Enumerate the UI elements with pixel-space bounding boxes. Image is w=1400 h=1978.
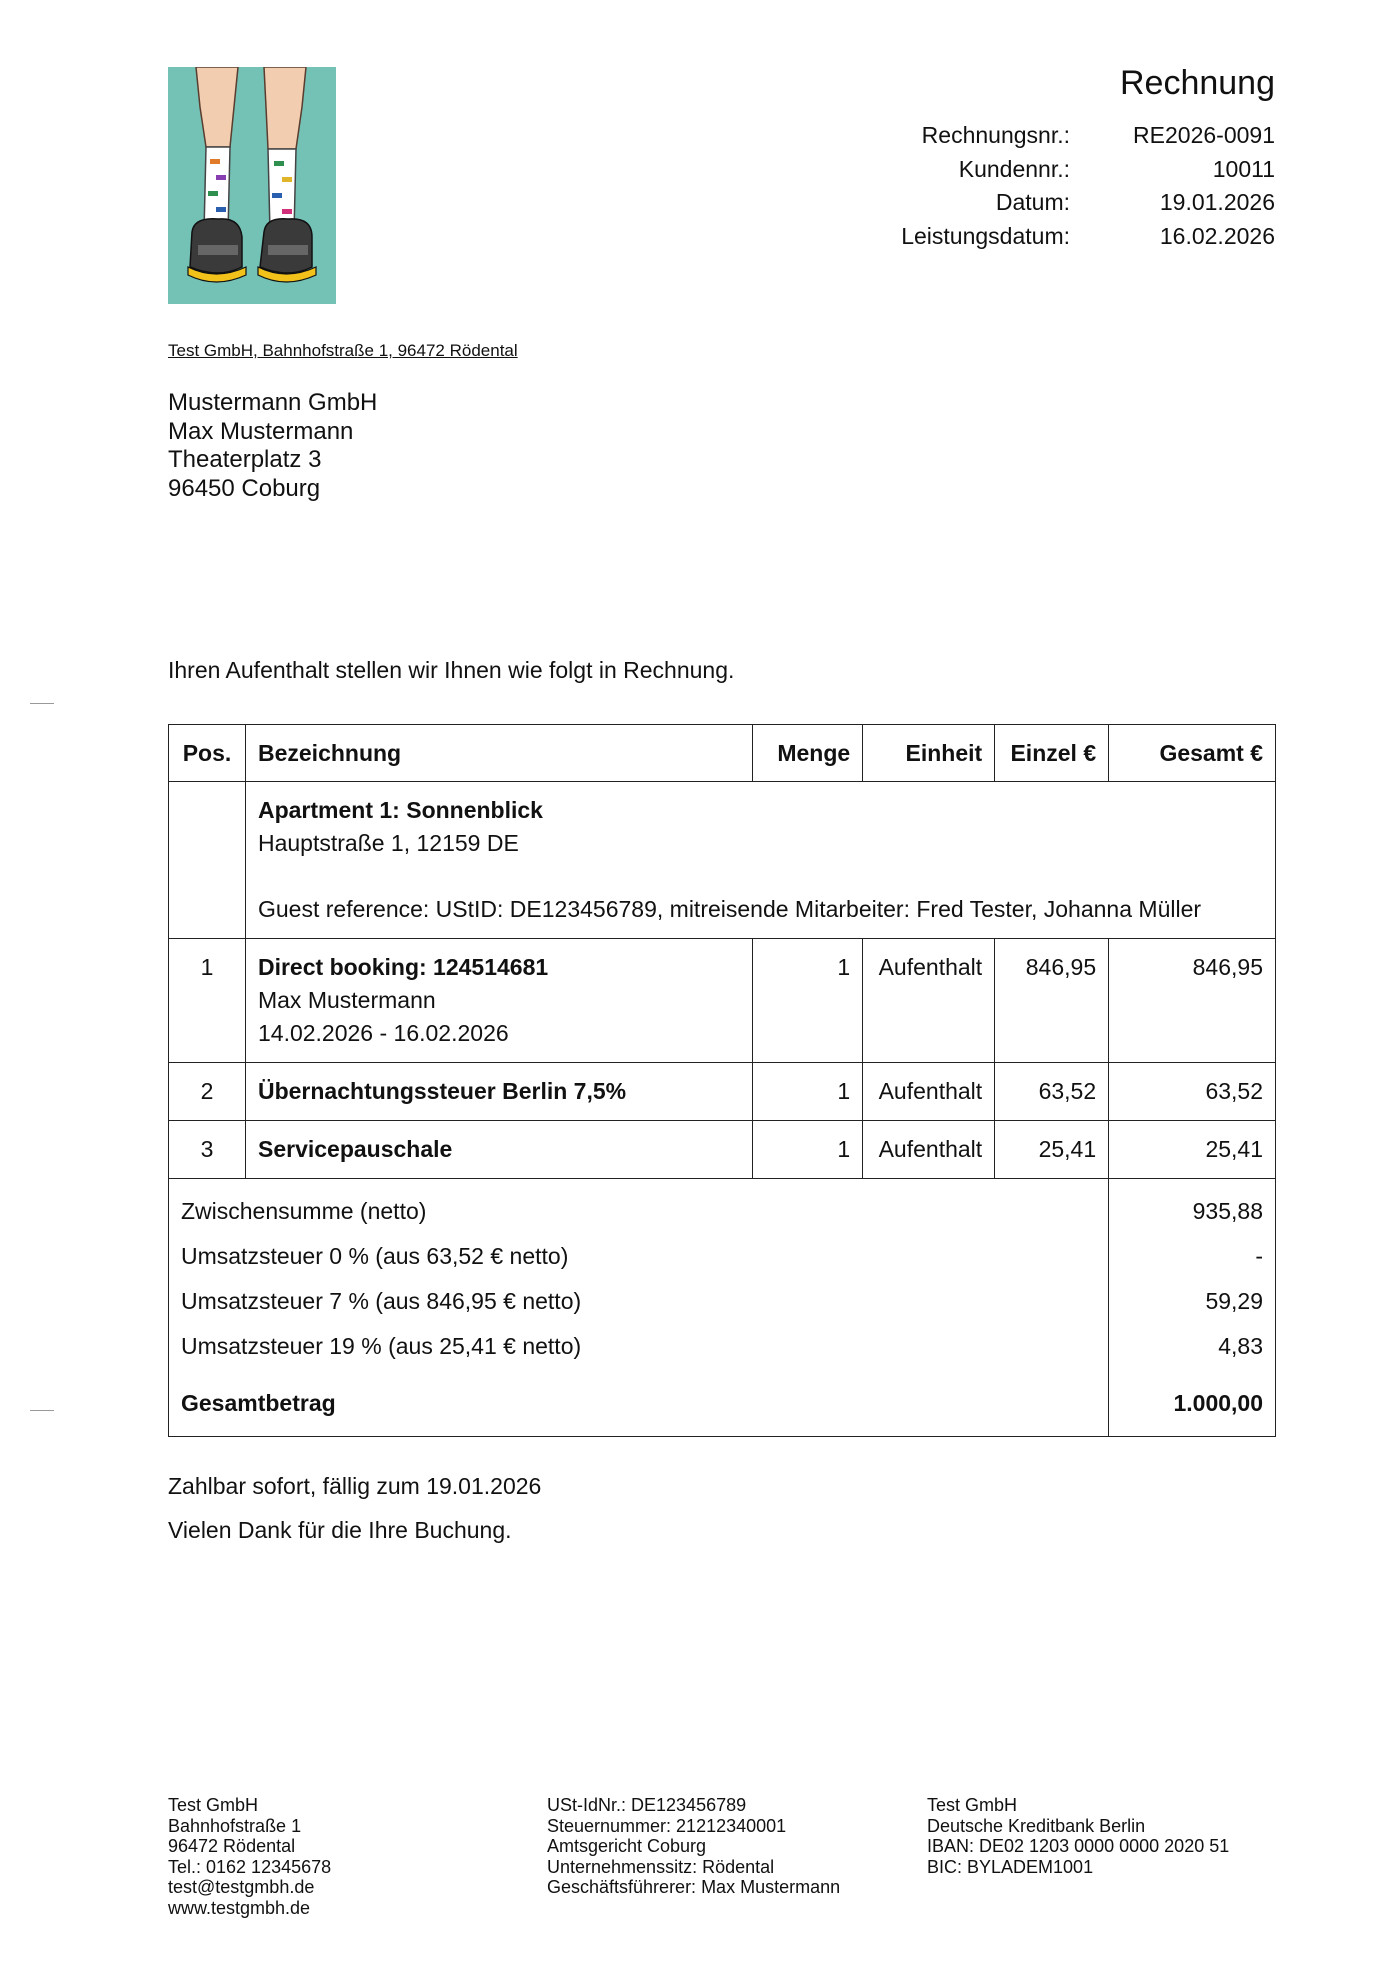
- grand-total-value: 1.000,00: [1173, 1390, 1263, 1416]
- recipient-line: Theaterplatz 3: [168, 446, 322, 473]
- tax-label: Umsatzsteuer 7 % (aus 846,95 € netto): [181, 1288, 582, 1314]
- meta-row-date: [860, 186, 1275, 220]
- footer-line: test@testgmbh.de: [168, 1877, 315, 1897]
- intro-text: Ihren Aufenthalt stellen wir Ihnen wie folgt in Rechnung.: [168, 657, 735, 683]
- unit-price-cell: 846,95: [995, 939, 1109, 1063]
- payment-note: Zahlbar sofort, fällig zum 19.01.2026: [168, 1473, 542, 1499]
- pos-cell: 1: [169, 939, 246, 1063]
- spacer: [258, 860, 1263, 893]
- quantity-cell: 1: [753, 939, 863, 1063]
- pos-cell: 3: [169, 1121, 246, 1179]
- footer-line: BIC: BYLADEM1001: [927, 1856, 1094, 1877]
- closing-notes: [168, 1464, 541, 1552]
- unit-price-cell: 25,41: [995, 1121, 1109, 1179]
- footer-line: Unternehmenssitz: Rödental: [547, 1856, 775, 1877]
- column-header-quantity: Menge: [753, 725, 863, 782]
- meta-value: 10011: [1212, 155, 1275, 182]
- quantity-cell: 1: [753, 1121, 863, 1179]
- meta-label: Rechnungsnr.:: [921, 122, 1070, 149]
- pos-cell: 2: [169, 1063, 246, 1121]
- tax-value: -: [1255, 1243, 1263, 1269]
- footer-line: Tel.: 0162 12345678: [168, 1856, 332, 1877]
- unit-price-cell: 63,52: [995, 1063, 1109, 1121]
- description-cell: [245, 939, 752, 1063]
- footer-line: Test GmbH: [168, 1795, 259, 1815]
- footer-line: www.testgmbh.de: [168, 1897, 311, 1918]
- footer-line: 96472 Rödental: [168, 1836, 296, 1856]
- meta-value: RE2026-0091: [1133, 122, 1275, 149]
- footer-line: Geschäftsführerer: Max Mustermann: [547, 1877, 841, 1897]
- footer-line: Steuernummer: 21212340001: [547, 1815, 787, 1836]
- item-line: Max Mustermann: [257, 987, 436, 1013]
- meta-row-invoice-number: [860, 119, 1275, 153]
- tax-value: 4,83: [1218, 1333, 1263, 1359]
- total-cell: 846,95: [1109, 939, 1276, 1063]
- recipient-address: [168, 389, 377, 503]
- subtotal-label: Zwischensumme (netto): [181, 1198, 427, 1224]
- fold-mark: [30, 703, 54, 704]
- total-cell: 25,41: [1109, 1121, 1276, 1179]
- line-items-table: [168, 724, 1276, 1437]
- grand-total-label: Gesamtbetrag: [181, 1390, 336, 1416]
- totals-values-cell: [1109, 1179, 1276, 1437]
- footer-line: Amtsgericht Coburg: [547, 1836, 707, 1856]
- totals-row: [169, 1179, 1276, 1437]
- meta-value: 16.02.2026: [1159, 222, 1275, 249]
- footer-legal-column: [547, 1795, 840, 1898]
- table-row: [169, 939, 1276, 1063]
- totals-labels-cell: [169, 1179, 1109, 1437]
- thanks-note: Vielen Dank für die Ihre Buchung.: [168, 1517, 512, 1543]
- meta-row-service-date: [860, 220, 1275, 254]
- company-logo: [168, 67, 336, 304]
- apartment-address: Hauptstraße 1, 12159 DE: [257, 830, 519, 856]
- item-line: 14.02.2026 - 16.02.2026: [257, 1020, 509, 1046]
- footer-line: IBAN: DE02 1203 0000 0000 2020 51: [927, 1836, 1230, 1856]
- meta-row-customer-number: [860, 153, 1275, 187]
- tax-value: 59,29: [1205, 1288, 1263, 1314]
- footer-line: USt-IdNr.: DE123456789: [547, 1795, 747, 1815]
- column-header-description: Bezeichnung: [245, 725, 752, 782]
- column-header-unit-price: Einzel €: [995, 725, 1109, 782]
- apartment-info-cell: [245, 782, 1275, 939]
- footer-line: Bahnhofstraße 1: [168, 1815, 302, 1836]
- column-header-pos: Pos.: [169, 725, 246, 782]
- unit-cell: Aufenthalt: [863, 1121, 995, 1179]
- table-row-apartment-info: [169, 782, 1276, 939]
- tax-label: Umsatzsteuer 19 % (aus 25,41 € netto): [181, 1333, 582, 1359]
- total-cell: 63,52: [1109, 1063, 1276, 1121]
- apartment-title: Apartment 1: Sonnenblick: [257, 797, 543, 823]
- recipient-line: Max Mustermann: [168, 417, 354, 445]
- meta-label: Datum:: [995, 189, 1070, 216]
- item-title: Übernachtungssteuer Berlin 7,5%: [245, 1063, 752, 1121]
- item-title: Servicepauschale: [245, 1121, 752, 1179]
- sender-address-line: Test GmbH, Bahnhofstraße 1, 96472 Rödental: [168, 341, 518, 360]
- pos-cell-empty: [169, 782, 246, 939]
- footer-company-column: [168, 1795, 331, 1918]
- unit-cell: Aufenthalt: [863, 1063, 995, 1121]
- recipient-line: 96450 Coburg: [168, 474, 321, 502]
- guest-reference: Guest reference: UStID: DE123456789, mitreisende Mitarbeiter: Fred Tester, Johanna Müller: [257, 896, 1202, 922]
- invoice-meta: [860, 119, 1275, 253]
- column-header-unit: Einheit: [863, 725, 995, 782]
- unit-cell: Aufenthalt: [863, 939, 995, 1063]
- column-header-total: Gesamt €: [1109, 725, 1276, 782]
- meta-value: 19.01.2026: [1159, 189, 1275, 216]
- fold-mark: [30, 1410, 54, 1411]
- meta-label: Kundennr.:: [958, 155, 1070, 182]
- recipient-line: Mustermann GmbH: [168, 389, 378, 416]
- meta-label: Leistungsdatum:: [901, 222, 1070, 249]
- item-title: Direct booking: 124514681: [257, 954, 549, 980]
- footer-line: Test GmbH: [927, 1795, 1018, 1815]
- table-row: [169, 1121, 1276, 1179]
- table-row: [169, 1063, 1276, 1121]
- document-title: Rechnung: [1119, 64, 1275, 102]
- subtotal-value: 935,88: [1192, 1198, 1263, 1224]
- tax-label: Umsatzsteuer 0 % (aus 63,52 € netto): [181, 1243, 569, 1269]
- footer-bank-column: [927, 1795, 1229, 1877]
- quantity-cell: 1: [753, 1063, 863, 1121]
- footer-line: Deutsche Kreditbank Berlin: [927, 1815, 1146, 1836]
- table-header-row: [169, 725, 1276, 782]
